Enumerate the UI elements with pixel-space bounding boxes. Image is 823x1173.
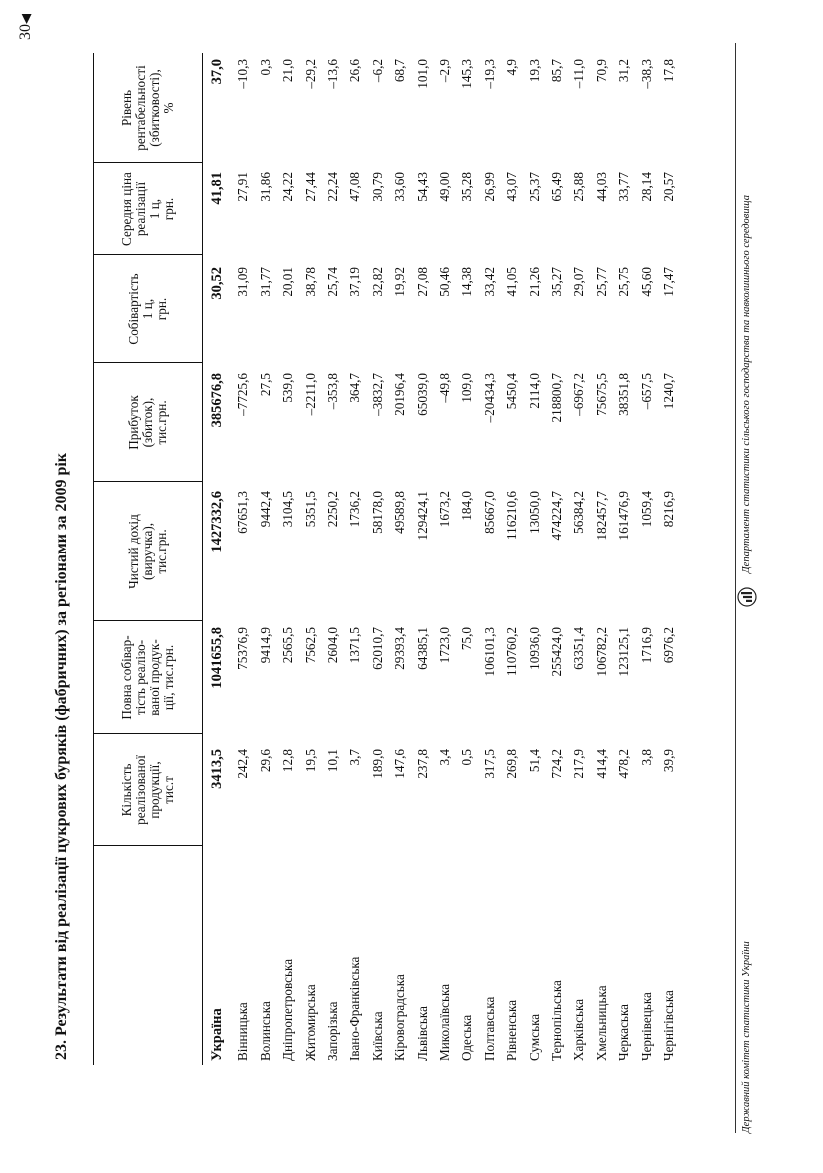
table-cell: –49,8 bbox=[437, 373, 452, 403]
table-cell: –38,3 bbox=[638, 59, 654, 89]
table-cell: 68,7 bbox=[392, 59, 408, 83]
column-header-line: Кількість bbox=[118, 763, 134, 817]
region-name: Україна bbox=[209, 1008, 225, 1061]
table-cell: 0,3 bbox=[257, 59, 273, 76]
table-total-row bbox=[206, 53, 228, 1065]
table-row bbox=[232, 53, 254, 1065]
table-cell: 242,4 bbox=[235, 749, 251, 779]
column-header-1 bbox=[93, 736, 202, 844]
table-cell: 1673,2 bbox=[437, 491, 452, 528]
table-row bbox=[456, 53, 478, 1065]
table-cell: 129424,1 bbox=[414, 491, 430, 541]
table-cell: 67651,3 bbox=[235, 491, 251, 534]
table-cell: 27,5 bbox=[257, 373, 273, 397]
region-name: Чернігівська bbox=[661, 990, 676, 1061]
column-header-line: Чистий дохід bbox=[125, 514, 141, 589]
footer-left-text: Державний комітет статистики України bbox=[741, 941, 752, 1133]
table-cell: 106782,2 bbox=[593, 627, 609, 677]
column-header-line: тис.т bbox=[160, 776, 176, 804]
table-row bbox=[524, 53, 546, 1065]
column-header-line: Прибуток bbox=[125, 395, 141, 450]
table-cell: 38,78 bbox=[302, 267, 318, 297]
table-cell: 123125,1 bbox=[616, 627, 632, 677]
table-row bbox=[591, 53, 613, 1065]
column-header-line: тість реалізо- bbox=[132, 639, 148, 716]
table-cell: 25,77 bbox=[593, 267, 609, 297]
column-header-line: реалізованої bbox=[132, 755, 148, 825]
table-cell: 8216,9 bbox=[661, 491, 676, 528]
table-row bbox=[568, 53, 590, 1065]
table-cell: 75376,9 bbox=[235, 627, 251, 670]
column-header-3 bbox=[93, 484, 202, 619]
table-cell: 35,28 bbox=[459, 172, 475, 202]
table-cell: 10936,0 bbox=[526, 627, 542, 670]
table-cell: 237,8 bbox=[414, 749, 430, 779]
table-cell: 2250,2 bbox=[325, 491, 340, 528]
table-cell: 4,9 bbox=[504, 59, 520, 76]
table-cell: 49,00 bbox=[437, 172, 452, 202]
table-cell: 161476,9 bbox=[616, 491, 632, 541]
page-number: 30◀ bbox=[17, 14, 34, 40]
column-divider bbox=[93, 845, 202, 846]
column-header-line: Рівень bbox=[118, 89, 134, 127]
arrow-left-icon: ◀ bbox=[18, 14, 33, 24]
table-cell: 33,60 bbox=[392, 172, 408, 202]
column-header-line: % bbox=[160, 102, 176, 114]
table-cell: 26,99 bbox=[481, 172, 497, 202]
table-cell: 56384,2 bbox=[571, 491, 587, 534]
table-cell: 5450,4 bbox=[504, 373, 520, 410]
table-cell: 27,08 bbox=[414, 267, 430, 297]
column-header-line: тис.грн. bbox=[153, 400, 169, 445]
column-header-line: 1 ц, bbox=[146, 198, 162, 220]
table-cell: 58178,0 bbox=[369, 491, 385, 534]
table-cell: 14,38 bbox=[459, 267, 475, 297]
table-cell: 147,6 bbox=[392, 749, 408, 779]
column-header-line: (збитковості), bbox=[146, 69, 162, 147]
footer-rule bbox=[735, 43, 736, 1133]
region-name: Запорізька bbox=[325, 1001, 340, 1061]
table-cell: 85667,0 bbox=[481, 491, 497, 534]
column-header-line: 1 ц, bbox=[139, 298, 155, 320]
column-divider bbox=[93, 733, 202, 734]
table-cell: 110760,2 bbox=[504, 627, 520, 676]
table-cell: 218800,7 bbox=[549, 373, 564, 423]
table-cell: –6,2 bbox=[369, 59, 385, 83]
table-row bbox=[322, 53, 344, 1065]
region-name: Хмельницька bbox=[593, 985, 609, 1061]
table-cell: –11,0 bbox=[571, 59, 587, 89]
table-cell: 65039,0 bbox=[414, 373, 430, 416]
table-cell: 1059,4 bbox=[638, 491, 654, 528]
column-header-line: ції, тис.грн. bbox=[160, 644, 176, 711]
table-cell: 19,3 bbox=[526, 59, 542, 83]
table-row bbox=[300, 53, 322, 1065]
table-cell: 29,6 bbox=[257, 749, 273, 773]
table-cell: 27,91 bbox=[235, 172, 251, 202]
table-cell: 101,0 bbox=[414, 59, 430, 89]
table-cell: 0,5 bbox=[459, 749, 475, 766]
table-cell: 385676,8 bbox=[209, 373, 225, 428]
table-cell: 63351,4 bbox=[571, 627, 587, 670]
table-cell: 20,57 bbox=[661, 172, 676, 202]
column-header-line: ваної продук- bbox=[146, 639, 162, 716]
region-name: Дніпропетровська bbox=[280, 958, 296, 1061]
table-cell: 31,77 bbox=[257, 267, 273, 297]
table-cell: 189,0 bbox=[369, 749, 385, 779]
column-divider bbox=[93, 162, 202, 163]
table-cell: –6967,2 bbox=[571, 373, 587, 416]
table-cell: 1427332,6 bbox=[209, 491, 225, 553]
table-cell: 21,26 bbox=[526, 267, 542, 297]
table-cell: 30,79 bbox=[369, 172, 385, 202]
table-cell: 7562,5 bbox=[302, 627, 318, 664]
region-name: Кіровоградська bbox=[392, 974, 408, 1061]
statistics-committee-logo-icon bbox=[737, 587, 757, 607]
column-header-line: Середня ціна bbox=[118, 172, 134, 246]
table-cell: 43,07 bbox=[504, 172, 520, 202]
table-cell: 50,46 bbox=[437, 267, 452, 297]
table-cell: 1041655,8 bbox=[209, 627, 225, 689]
column-header-line: (збиток), bbox=[139, 397, 155, 448]
table-cell: 30,52 bbox=[209, 267, 225, 300]
column-header-6 bbox=[93, 165, 202, 253]
table-cell: 64385,1 bbox=[414, 627, 430, 670]
table-cell: –657,5 bbox=[638, 373, 654, 410]
region-name: Чернівецька bbox=[638, 992, 654, 1061]
table-cell: 31,86 bbox=[257, 172, 273, 202]
table-cell: 1716,9 bbox=[638, 627, 654, 664]
table-cell: –353,8 bbox=[325, 373, 340, 410]
table-cell: 106101,3 bbox=[481, 627, 497, 677]
table-cell: 47,08 bbox=[347, 172, 363, 202]
region-name: Київська bbox=[369, 1011, 385, 1061]
table-cell: 10,1 bbox=[325, 749, 340, 773]
table-cell: 19,5 bbox=[302, 749, 318, 773]
column-header-2 bbox=[93, 623, 202, 732]
region-name: Сумська bbox=[526, 1013, 542, 1061]
table-cell: –2,9 bbox=[437, 59, 452, 83]
table-cell: –19,3 bbox=[481, 59, 497, 89]
table-cell: 26,6 bbox=[347, 59, 363, 83]
region-name: Вінницька bbox=[235, 1002, 251, 1061]
table-cell: 31,2 bbox=[616, 59, 632, 83]
region-name: Одеська bbox=[459, 1014, 475, 1061]
table-cell: 255424,0 bbox=[549, 627, 564, 677]
table-cell: 25,88 bbox=[571, 172, 587, 202]
table-cell: 62010,7 bbox=[369, 627, 385, 670]
table-row bbox=[546, 53, 568, 1065]
table-cell: 478,2 bbox=[616, 749, 632, 779]
column-header-line: (виручка), bbox=[139, 522, 155, 581]
table-cell: 1371,5 bbox=[347, 627, 363, 664]
table-cell: 12,8 bbox=[280, 749, 296, 773]
table-cell: 13050,0 bbox=[526, 491, 542, 534]
table-cell: 3,8 bbox=[638, 749, 654, 766]
table-cell: 21,0 bbox=[280, 59, 296, 83]
table-cell: 22,24 bbox=[325, 172, 340, 202]
table-row bbox=[367, 53, 389, 1065]
region-name: Житомирська bbox=[302, 984, 318, 1061]
table-cell: 85,7 bbox=[549, 59, 564, 83]
table-cell: 116210,6 bbox=[504, 491, 520, 540]
table-header-rule bbox=[202, 53, 203, 1065]
column-divider bbox=[93, 481, 202, 482]
table-cell: 539,0 bbox=[280, 373, 296, 403]
table-cell: –13,6 bbox=[325, 59, 340, 89]
table-cell: 1240,7 bbox=[661, 373, 676, 410]
table-cell: –29,2 bbox=[302, 59, 318, 89]
column-header-7 bbox=[93, 55, 202, 161]
table-cell: 2565,5 bbox=[280, 627, 296, 664]
table-row bbox=[389, 53, 411, 1065]
table-cell: 35,27 bbox=[549, 267, 564, 297]
region-name: Харківська bbox=[571, 998, 587, 1061]
table-cell: 38351,8 bbox=[616, 373, 632, 416]
column-header-line: рентабельності bbox=[132, 65, 148, 151]
table-cell: 3,7 bbox=[347, 749, 363, 766]
column-header-4 bbox=[93, 365, 202, 480]
column-header-line: грн. bbox=[160, 197, 176, 221]
column-header-line: тис.грн. bbox=[153, 529, 169, 574]
table-row bbox=[434, 53, 456, 1065]
table-cell: 27,44 bbox=[302, 172, 318, 202]
table-cell: 32,82 bbox=[369, 267, 385, 297]
column-divider bbox=[93, 620, 202, 621]
table-cell: –2211,0 bbox=[302, 373, 318, 416]
table-cell: 29393,4 bbox=[392, 627, 408, 670]
column-divider bbox=[93, 362, 202, 363]
region-name: Рівненська bbox=[504, 999, 520, 1061]
column-header-line: грн. bbox=[153, 297, 169, 321]
table-cell: 75,0 bbox=[459, 627, 475, 651]
table-cell: 54,43 bbox=[414, 172, 430, 202]
table-cell: 41,05 bbox=[504, 267, 520, 297]
table-cell: 28,14 bbox=[638, 172, 654, 202]
column-divider bbox=[93, 254, 202, 255]
table-cell: 33,42 bbox=[481, 267, 497, 297]
table-cell: –7725,6 bbox=[235, 373, 251, 416]
table-cell: 75675,5 bbox=[593, 373, 609, 416]
table-cell: 31,09 bbox=[235, 267, 251, 297]
region-name: Івано-Франківська bbox=[347, 956, 363, 1061]
table-cell: 33,77 bbox=[616, 172, 632, 202]
table-cell: 24,22 bbox=[280, 172, 296, 202]
table-cell: 25,74 bbox=[325, 267, 340, 297]
table-cell: 44,03 bbox=[593, 172, 609, 202]
table-cell: 20,01 bbox=[280, 267, 296, 297]
table-cell: 17,8 bbox=[661, 59, 676, 83]
table-cell: 65,49 bbox=[549, 172, 564, 202]
table-row bbox=[255, 53, 277, 1065]
table-cell: 2114,0 bbox=[526, 373, 542, 409]
table-cell: 364,7 bbox=[347, 373, 363, 403]
region-name: Львівська bbox=[414, 1006, 430, 1061]
column-header-5 bbox=[93, 257, 202, 361]
table-cell: 3413,5 bbox=[209, 749, 225, 789]
table-cell: 724,2 bbox=[549, 749, 564, 779]
column-header-line: продукції, bbox=[146, 761, 162, 819]
table-cell: 25,37 bbox=[526, 172, 542, 202]
region-name: Миколаївська bbox=[437, 983, 452, 1061]
table-row bbox=[501, 53, 523, 1065]
table-row bbox=[658, 53, 680, 1065]
table-cell: 414,4 bbox=[593, 749, 609, 779]
table-cell: 3104,5 bbox=[280, 491, 296, 528]
table-cell: 45,60 bbox=[638, 267, 654, 297]
table-cell: 1736,2 bbox=[347, 491, 363, 528]
table-cell: 184,0 bbox=[459, 491, 475, 521]
column-header-line: Повна собівар- bbox=[118, 635, 134, 720]
column-header-line: Собівартість bbox=[125, 273, 141, 345]
table-cell: 109,0 bbox=[459, 373, 475, 403]
table-cell: 145,3 bbox=[459, 59, 475, 89]
table-cell: 3,4 bbox=[437, 749, 452, 766]
table-cell: 37,0 bbox=[209, 59, 225, 85]
footer-right-text: Департамент статистики сільського господарства та навколишнього середовища bbox=[741, 194, 752, 573]
table-cell: 51,4 bbox=[526, 749, 542, 773]
table-cell: 1723,0 bbox=[437, 627, 452, 664]
region-name: Черкаська bbox=[616, 1003, 632, 1061]
table-cell: 20196,4 bbox=[392, 373, 408, 416]
data-table bbox=[93, 53, 793, 1065]
table-cell: 37,19 bbox=[347, 267, 363, 297]
table-cell: 6976,2 bbox=[661, 627, 676, 664]
table-cell: 2604,0 bbox=[325, 627, 340, 664]
column-header-line: реалізації bbox=[132, 181, 148, 237]
region-name: Волинська bbox=[257, 1001, 273, 1061]
table-cell: 9414,9 bbox=[257, 627, 273, 664]
page-footer bbox=[735, 43, 775, 1133]
table-row bbox=[344, 53, 366, 1065]
table-cell: 182457,7 bbox=[593, 491, 609, 541]
table-title: 23. Результати від реалізації цукрових буряків (фабричних) за регіонами за 2009 рік bbox=[53, 452, 70, 1060]
table-row bbox=[277, 53, 299, 1065]
table-cell: 269,8 bbox=[504, 749, 520, 779]
table-cell: 217,9 bbox=[571, 749, 587, 779]
table-row bbox=[636, 53, 658, 1065]
table-row bbox=[412, 53, 434, 1065]
table-cell: 474224,7 bbox=[549, 491, 564, 541]
table-row bbox=[479, 53, 501, 1065]
table-cell: 29,07 bbox=[571, 267, 587, 297]
table-cell: –10,3 bbox=[235, 59, 251, 89]
table-cell: 19,92 bbox=[392, 267, 408, 297]
table-cell: 17,47 bbox=[661, 267, 676, 297]
table-cell: 25,75 bbox=[616, 267, 632, 297]
table-cell: 70,9 bbox=[593, 59, 609, 83]
table-row bbox=[613, 53, 635, 1065]
table-cell: 41,81 bbox=[209, 172, 225, 205]
table-cell: 49589,8 bbox=[392, 491, 408, 534]
region-name: Тернопільська bbox=[549, 980, 564, 1061]
region-name: Полтавська bbox=[481, 996, 497, 1061]
table-cell: –3832,7 bbox=[369, 373, 385, 416]
table-cell: –20434,3 bbox=[481, 373, 497, 423]
table-cell: 5351,5 bbox=[302, 491, 318, 528]
table-cell: 9442,4 bbox=[257, 491, 273, 528]
table-cell: 317,5 bbox=[481, 749, 497, 779]
table-cell: 39,9 bbox=[661, 749, 676, 773]
